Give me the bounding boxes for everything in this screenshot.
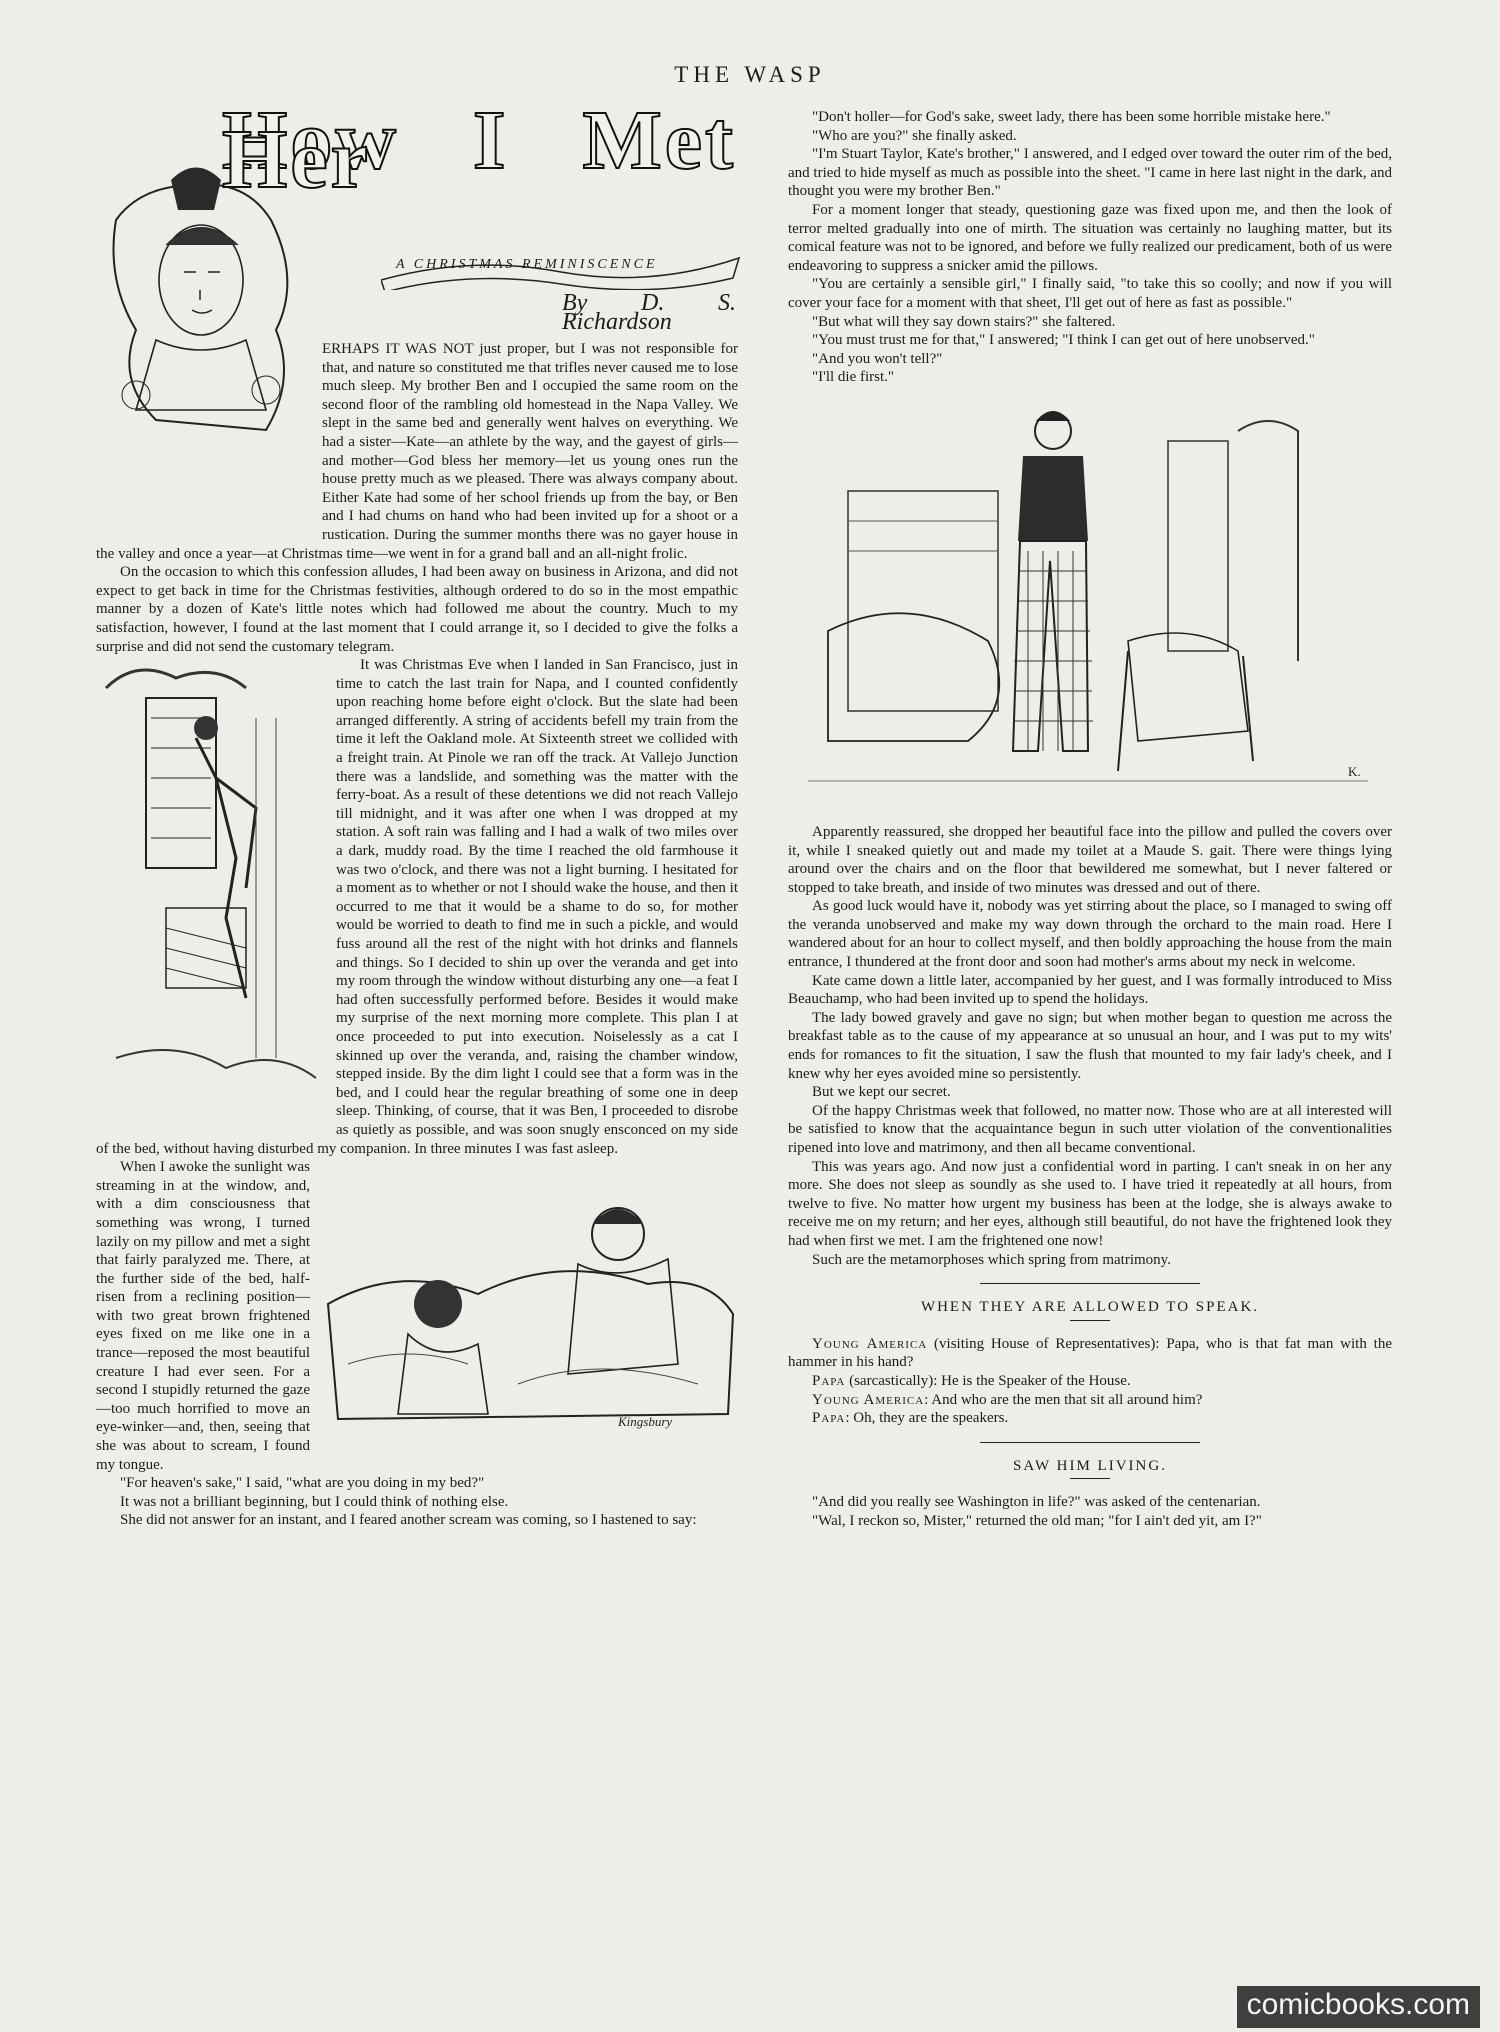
paragraph: "You are certainly a sensible girl," I finally said, "to take this so coolly; and now if you will cover your face for a moment with that sheet, I'll get out of here as fast as possible." bbox=[788, 276, 1392, 311]
paragraph: ERHAPS IT WAS NOT just proper, but I was not responsible for that, and nature so constituted me that trifles never caused me to lose much sleep. My brother Ben and I occupied the same room on the second floor of the rambling old homestead in the Napa Valley. We slept in the same bed and generally went halves on everything. We had a sister—Kate—an athlete by the way, and the gayest of girls—and mother—God bless her memory—let us young ones run the house pretty much as we pleased. There was always company about. Either Kate had some of her school friends up from the bay, or Ben and I had chums on hand who had been invited up for a shoot or a rustication. During the summer months there was no gayer house in the valley and once a year—at Christmas time—we went in for a grand ball and an all-night frolic. bbox=[96, 341, 738, 562]
man-illustration-signature: K. bbox=[1348, 763, 1361, 779]
paragraph: "Who are you?" she finally asked. bbox=[812, 127, 1017, 144]
section-divider bbox=[980, 1442, 1200, 1443]
masthead: THE WASP bbox=[674, 62, 826, 87]
paragraph: When I awoke the sunlight was streaming in at the window, and, with a dim consciousness that something was wrong, I turned lazily on my pillow and met a sight that fairly paralyzed me. There, at the further side of the bed, half-risen from a reclining position—with two great brown frightened eyes fixed on me like one in a trance—reposed the most beautiful creature I had ever seen. For a second I stupidly returned the gaze—too much horrified to move an eye-winker—and, then, seeing that she was about to scream, I found my tongue. bbox=[96, 1159, 310, 1473]
paragraph: As good luck would have it, nobody was yet stirring about the place, so I managed to swing off the veranda unobserved and make my way down through the orchard to the main road. Here I wandered about for an hour to collect myself, and then boldly approaching the house from the main entrance, I thundered at the front door and soon had mother's arms about my neck in welcome. bbox=[788, 898, 1392, 971]
section-heading: WHEN THEY ARE ALLOWED TO SPEAK. bbox=[920, 1299, 1260, 1316]
climbing-illustration bbox=[96, 658, 326, 1118]
paragraph: She did not answer for an instant, and I feared another scream was coming, so I hastened to say: bbox=[120, 1512, 697, 1529]
paragraph: It was not a brilliant beginning, but I could think of nothing else. bbox=[120, 1493, 509, 1510]
paragraph: "And you won't tell?" bbox=[812, 350, 943, 367]
man-dressing-illustration bbox=[788, 401, 1392, 801]
heading-rule bbox=[1070, 1320, 1110, 1321]
byline: By D. S. Richardson bbox=[562, 290, 736, 335]
dialogue-text: : And who are the men that sit all around him? bbox=[924, 1391, 1203, 1408]
speaker: Young America bbox=[812, 1391, 925, 1408]
paragraph: Such are the metamorphoses which spring from matrimony. bbox=[812, 1251, 1171, 1268]
paragraph: "But what will they say down stairs?" she faltered. bbox=[812, 313, 1116, 330]
paragraph: "You must trust me for that," I answered; "I think I can get out of here unobserved." bbox=[812, 332, 1315, 349]
section-divider bbox=[980, 1283, 1200, 1284]
speaker: Papa bbox=[812, 1410, 846, 1427]
dialogue-text: (sarcastically): He is the Speaker of the House. bbox=[845, 1372, 1131, 1389]
dialogue-line bbox=[788, 1391, 1392, 1410]
bed-illustration bbox=[318, 1164, 738, 1434]
site-watermark: comicbooks.com bbox=[1237, 1986, 1480, 2028]
paragraph: But we kept our secret. bbox=[812, 1084, 951, 1101]
bed-illustration-signature: Kingsbury bbox=[618, 1414, 673, 1430]
paragraph: For a moment longer that steady, questioning gaze was fixed upon me, and then the look of terror melted gradually into one of mirth. The situation was certainly no laughing matter, but its comical feature was not to be ignored, and before we fully realized our predicament, both of us were endeavoring to suppress a snicker amid the pillows. bbox=[788, 201, 1392, 274]
paragraph: "Wal, I reckon so, Mister," returned the old man; "for I ain't ded yit, am I?" bbox=[812, 1512, 1262, 1529]
paragraph: It was Christmas Eve when I landed in San Francisco, just in time to catch the last train for Napa, and I counted confidently upon reaching home before eight o'clock. But the slate had been arranged differently. A string of accidents befell my train from the time it left the Oakland mole. At Sixteenth street we collided with a freight train. At Pinole we ran off the track. At Vallejo Junction there was a landslide, and something was the matter with the ferry-boat. As a result of these detentions we did not reach Vallejo till midnight, and it was after one when I was dropped at my station. A soft rain was falling and I had a walk of two miles over a dark, muddy road. By the time I reached the old farmhouse it was two o'clock, and there was not a light burning. I hesitated for a moment as to whether or not I should wake the house, and then it occurred to me that it would be a shame to do so, for mother would be worried to death to find me in such a pickle, and would fuss around all the rest of the night with hot drinks and flannels and things. So I decided to shin up over the veranda and get into my room through the window without disturbing any one—a feat I had often successfully performed before. Besides it would make my surprise of the next morning more complete. This plan I at once proceeded to put into execution. Noiselessly as a cat I skinned up over the veranda, and, raising the chamber window, stepped inside. By the dim light I could see that a form was in the bed, and I could hear the regular breathing of some one in deep sleep. Thinking, of course, that it was Ben, I proceeded to disrobe as quietly as possible, and was soon snugly ensconced on my side of the bed, without having disturbed my companion. In three minutes I was fast asleep. bbox=[96, 657, 738, 1157]
paragraph: "I'm Stuart Taylor, Kate's brother," I answered, and I edged over toward the outer rim of the bed, and tried to hide myself as much as possible into the sheet. "I came in here last night in the dark, and thought you were my brother Ben." bbox=[788, 146, 1392, 200]
dialogue-line bbox=[788, 1335, 1392, 1372]
dialogue-line bbox=[788, 1372, 1392, 1391]
paragraph: "And did you really see Washington in life?" was asked of the centenarian. bbox=[812, 1494, 1261, 1511]
ribbon-subtitle: A CHRISTMAS REMINISCENCE bbox=[396, 257, 658, 272]
speaker: Young America bbox=[812, 1335, 928, 1352]
section-heading: SAW HIM LIVING. bbox=[1013, 1457, 1167, 1474]
paragraph: Of the happy Christmas week that followed, no matter now. Those who are at all interested will be satisfied to know that the acquaintance begun in such utter violation of the conventionalities ripened into love and matrimony, and then all became conventional. bbox=[788, 1102, 1392, 1156]
title-illustration bbox=[96, 94, 736, 340]
paragraph: The lady bowed gravely and gave no sign; but when mother began to question me across the breakfast table as to the cause of my appearance at so unusual an hour, and I was put to my wits' ends for romances to fit the situation, I saw the flush that mounted to my fair lady's cheek, and I knew why her eyes avoided mine so persistently. bbox=[788, 1009, 1392, 1082]
paragraph: "Don't holler—for God's sake, sweet lady, there has been some horrible mistake here." bbox=[812, 109, 1331, 125]
dialogue-text: (visiting House of Representatives): Papa, who is that fat man with the hammer in his hand? bbox=[788, 1335, 1392, 1371]
story-title: How I Met Her bbox=[222, 94, 736, 206]
paragraph: "For heaven's sake," I said, "what are you doing in my bed?" bbox=[120, 1475, 485, 1492]
paragraph: Kate came down a little later, accompanied by her guest, and I was formally introduced to Miss Beauchamp, who had been invited up to spend the holidays. bbox=[788, 972, 1392, 1008]
paragraph: "I'll die first." bbox=[812, 369, 895, 386]
paragraph: Apparently reassured, she dropped her beautiful face into the pillow and pulled the covers over it, while I sneaked quietly out and made my toilet at a Maude S. gait. There were things lying around over the chairs and on the floor that bewildered me somewhat, but I never faltered or stopped to take breath, and inside of two minutes was dressed and out of there. bbox=[788, 823, 1392, 896]
heading-rule bbox=[1070, 1478, 1110, 1479]
dialogue-text: : Oh, they are the speakers. bbox=[845, 1410, 1009, 1427]
left-column bbox=[96, 94, 738, 2010]
dialogue-line bbox=[788, 1409, 1392, 1428]
paragraph: This was years ago. And now just a confidential word in parting. I can't sneak in on her any more. She does not sleep as soundly as she used to. I have tried it repeatedly at all hours, from twelve to five. No matter how urgent my business has been at the lodge, she is always awake to receive me on my return; and her eyes, although still beautiful, do not have the frightened look they had when first we met. I am the frightened one now! bbox=[788, 1158, 1392, 1249]
paragraph: On the occasion to which this confession alludes, I had been away on business in Arizona, and did not expect to get back in time for the Christmas festivities, although ordered to do so in the most empathic manner by a dozen of Kate's little notes which had followed me about the country. Much to my satisfaction, however, I found at the last moment that I could arrange it, so I decided to give the folks a surprise and did not send the customary telegram. bbox=[96, 564, 738, 655]
speaker: Papa bbox=[812, 1372, 846, 1389]
right-column bbox=[788, 108, 1392, 1968]
